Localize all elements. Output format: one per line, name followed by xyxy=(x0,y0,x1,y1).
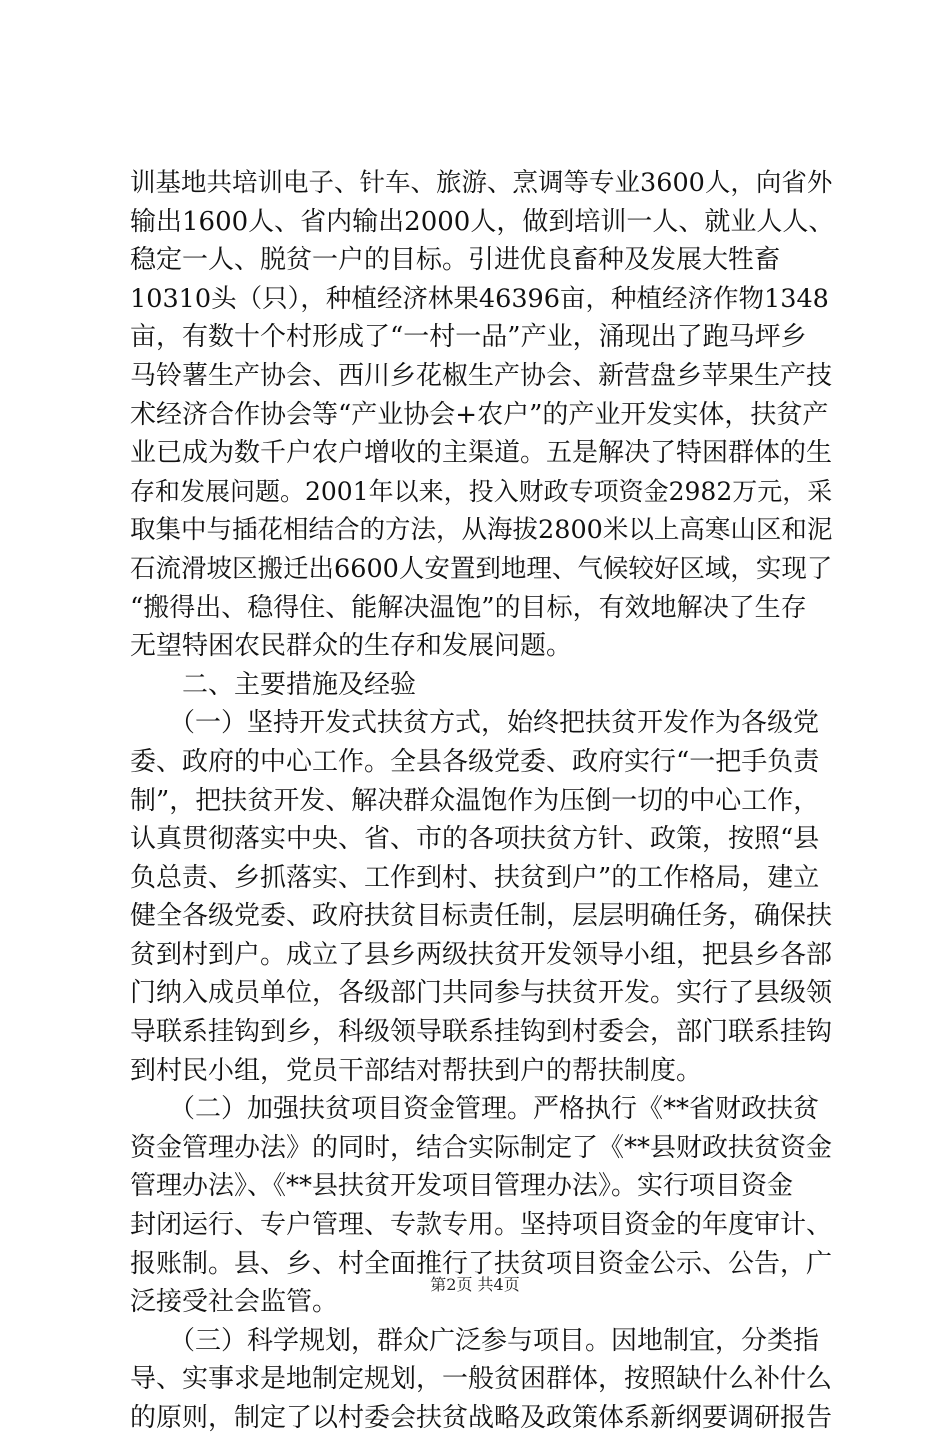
text-line: 训基地共培训电子、针车、旅游、烹调等专业3600人，向省外 xyxy=(130,168,833,198)
text-line: 稳定一人、脱贫一户的目标。引进优良畜种及发展大牲畜 xyxy=(130,245,781,276)
text-line: 泛接受社会监管。 xyxy=(130,1287,339,1318)
text-line: （一）坚持开发式扶贫方式，始终把扶贫开发作为各级党 xyxy=(130,708,820,739)
body-text xyxy=(130,164,842,1438)
text-line: 导联系挂钩到乡，科级领导联系挂钩到村委会，部门联系挂钩 xyxy=(130,1017,833,1048)
text-line: 的原则，制定了以村委会扶贫战略及政策体系新纲要调研报告 xyxy=(130,1403,833,1433)
text-line: 管理办法》、《**县扶贫开发项目管理办法》。实行项目资金 xyxy=(130,1171,794,1202)
text-line: 马铃薯生产协会、西川乡花椒生产协会、新营盘乡苹果生产技 xyxy=(130,360,833,391)
text-line: 亩，有数十个村形成了“一村一品”产业，涌现出了跑马坪乡 xyxy=(130,322,807,353)
text-line: 负总责、乡抓落实、工作到村、扶贫到户”的工作格局，建立 xyxy=(130,862,820,893)
text-line: 健全各级党委、政府扶贫目标责任制，层层明确任务，确保扶 xyxy=(130,901,833,932)
text-line: 认真贯彻落实中央、省、市的各项扶贫方针、政策，按照“县 xyxy=(130,824,820,855)
text-line: 封闭运行、专户管理、专款专用。坚持项目资金的年度审计、 xyxy=(130,1210,833,1241)
text-line: “搬得出、稳得住、能解决温饱”的目标，有效地解决了生存 xyxy=(130,592,807,623)
text-line: 存和发展问题。2001年以来，投入财政专项资金2982万元，采 xyxy=(130,476,833,506)
text-line: 输出1600人、省内输出2000人，做到培训一人、就业人人、 xyxy=(130,206,835,237)
text-line: 委、政府的中心工作。全县各级党委、政府实行“一把手负责 xyxy=(130,746,820,777)
text-line: 报账制。县、乡、村全面推行了扶贫项目资金公示、公告，广 xyxy=(130,1248,833,1279)
text-line: 二、主要措施及经验 xyxy=(130,669,417,700)
text-line: 制”，把扶贫开发、解决群众温饱作为压倒一切的中心工作， xyxy=(130,785,820,816)
text-line: （三）科学规划，群众广泛参与项目。因地制宜，分类指 xyxy=(130,1325,820,1356)
text-line: 门纳入成员单位，各级部门共同参与扶贫开发。实行了县级领 xyxy=(130,978,833,1009)
text-line: （二）加强扶贫项目资金管理。严格执行《**省财政扶贫 xyxy=(130,1094,820,1125)
text-line: 术经济合作协会等“产业协会+农户”的产业开发实体，扶贫产 xyxy=(130,399,829,430)
text-line: 贫到村到户。成立了县乡两级扶贫开发领导小组，把县乡各部 xyxy=(130,939,833,970)
text-line: 导、实事求是地制定规划，一般贫困群体，按照缺什么补什么 xyxy=(130,1364,833,1395)
text-line: 取集中与插花相结合的方法，从海拔2800米以上高寒山区和泥 xyxy=(130,515,833,546)
text-line: 资金管理办法》的同时，结合实际制定了《**县财政扶贫资金 xyxy=(130,1132,833,1163)
text-line: 石流滑坡区搬迁出6600人安置到地理、气候较好区域，实现了 xyxy=(130,553,833,584)
text-line: 业已成为数千户农户增收的主渠道。五是解决了特困群体的生 xyxy=(130,438,833,469)
page-footer: 第2页 共4页 xyxy=(430,1275,520,1294)
text-line: 10310头（只），种植经济林果46396亩，种植经济作物1348 xyxy=(130,283,829,314)
text-line: 无望特困农民群众的生存和发展问题。 xyxy=(130,631,573,662)
text-line: 到村民小组，党员干部结对帮扶到户的帮扶制度。 xyxy=(130,1055,703,1086)
